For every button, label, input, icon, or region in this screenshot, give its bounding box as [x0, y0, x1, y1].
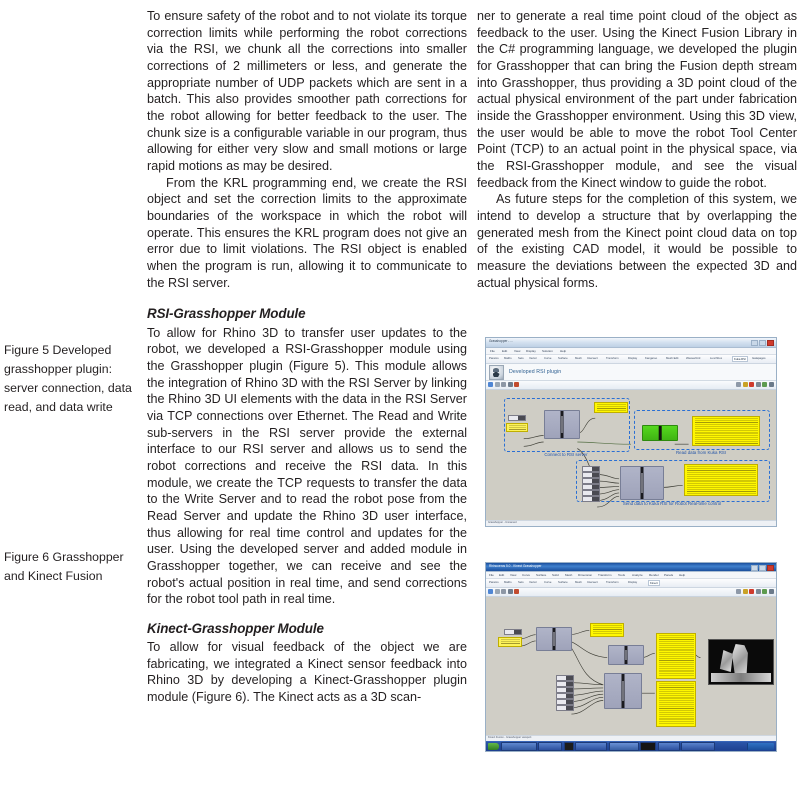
- ribbon-tab-kangaroo[interactable]: Kangaroo: [645, 356, 658, 360]
- component-read-server[interactable]: [642, 425, 678, 441]
- window-controls[interactable]: [751, 565, 774, 571]
- menu-item-view[interactable]: View: [514, 348, 521, 353]
- figure-6-image: [485, 562, 777, 752]
- plugin-icon: [489, 365, 504, 380]
- menu-item-edit[interactable]: Edit: [499, 572, 505, 577]
- ribbon-tab-display[interactable]: Display: [628, 356, 638, 360]
- menu-item-mesh[interactable]: Mesh: [565, 572, 573, 577]
- canvas-toolbar[interactable]: [486, 588, 776, 597]
- heading-kinect-grasshopper-module: Kinect-Grasshopper Module: [147, 620, 324, 636]
- profiler-icon[interactable]: [756, 382, 761, 387]
- status-bar: [486, 520, 776, 526]
- error-icon[interactable]: [749, 382, 754, 387]
- ribbon-tab-sets[interactable]: Sets: [518, 356, 524, 360]
- ribbon-tab-transform[interactable]: Transform: [606, 356, 619, 360]
- profiler-icon[interactable]: [756, 589, 761, 594]
- save-icon[interactable]: [488, 589, 493, 594]
- status-text: Grasshopper - Unnamed: [488, 521, 517, 525]
- maximize-icon[interactable]: [759, 340, 766, 346]
- point-cloud-arm: [717, 650, 733, 672]
- ribbon-tab-intersect[interactable]: Intersect: [587, 580, 598, 584]
- menu-bar[interactable]: [486, 348, 776, 355]
- ribbon-tab-surface[interactable]: Surface: [558, 356, 568, 360]
- paragraph-krl-programming: From the KRL programming end, we create the RSI object and set the correction limits to the approximate boundaries of the workspace in which the robot will operate. This ensures the KRL program does not give an error due to limit violations. The RSI object is enabled when the program is run, allowing it to communicate to the RSI server.: [147, 175, 467, 290]
- warning-icon[interactable]: [743, 382, 748, 387]
- ribbon-tab-mesh-edit[interactable]: Mesh Edit: [666, 356, 679, 360]
- slider-correction-c[interactable]: [582, 496, 600, 502]
- warning-icon[interactable]: [743, 589, 748, 594]
- zoom-icon[interactable]: [508, 382, 513, 387]
- kinect-fusion-depth-view[interactable]: [708, 639, 774, 685]
- window-title-bar: [486, 338, 776, 348]
- maximize-icon[interactable]: [759, 565, 766, 571]
- ribbon-tab-selected-kinect[interactable]: Kinect: [650, 580, 658, 585]
- toolbar-right-group[interactable]: [736, 589, 774, 594]
- heading-rsi-grasshopper-module: RSI-Grasshopper Module: [147, 306, 306, 322]
- taskbar-item-cmd[interactable]: [640, 742, 656, 751]
- panel-read-output[interactable]: [692, 416, 760, 446]
- component-kinect-connect[interactable]: [536, 627, 572, 651]
- solver-icon[interactable]: [762, 382, 767, 387]
- panel-send-output[interactable]: [684, 464, 758, 496]
- close-icon[interactable]: [767, 565, 774, 571]
- error-icon[interactable]: [749, 589, 754, 594]
- menu-item-panels[interactable]: Panels: [664, 572, 674, 577]
- taskbar-item-rhino[interactable]: [538, 742, 562, 751]
- taskbar-item-grasshopper[interactable]: [575, 742, 607, 751]
- menu-item-solution[interactable]: Solution: [542, 348, 553, 353]
- ribbon-tab-vector[interactable]: Vector: [529, 580, 537, 584]
- redo-icon[interactable]: [501, 382, 506, 387]
- window-title-text: Grasshopper - ...: [489, 339, 513, 343]
- ribbon-tab-vector[interactable]: Vector: [529, 356, 537, 360]
- taskbar-item-kinect[interactable]: [609, 742, 639, 751]
- windows-taskbar[interactable]: [486, 741, 776, 751]
- settings-icon[interactable]: [769, 382, 774, 387]
- paragraph-future-steps: As future steps for the completion of this system, we intend to develop a structure that by overlapping the generated mesh from the Kinect point cloud data on top of the existing CAD model, it would be possible to measure the deviations between the expected 3D and actual physical forms.: [477, 192, 797, 290]
- menu-item-dimension[interactable]: Dimension: [578, 572, 593, 577]
- ribbon-tab-maths[interactable]: Maths: [504, 356, 512, 360]
- undo-icon[interactable]: [495, 589, 500, 594]
- ribbon-tab-maths[interactable]: Maths: [504, 580, 512, 584]
- ribbon-tab-galapagos[interactable]: Galapagos: [752, 356, 766, 360]
- paragraph-kinect-fusion-plugin: ner to generate a real time point cloud of the object as feedback to the user. Using the Kinect Fusion Library in the C# programming language, we developed the plugin for Grasshopper that can bring the Fusion depth stream into Grasshopper, thus providing a 3D point cloud of the actual physical environment of the part under fabrication inside the Grasshopper environment. Using this 3D view, the user would be able to move the robot Tool Center Point (TCP) to an actual point in the physical space, via the RSI-Grasshopper module, and see the visual feedback from the Kinect window to guide the robot.: [477, 9, 797, 190]
- bake-icon[interactable]: [514, 382, 519, 387]
- ribbon-tab-curve[interactable]: Curve: [544, 356, 552, 360]
- start-button-icon[interactable]: [488, 743, 499, 750]
- close-icon[interactable]: [767, 340, 774, 346]
- component-rsi-connect[interactable]: [544, 410, 580, 439]
- menu-item-solid[interactable]: Solid: [552, 572, 559, 577]
- ribbon-tab-display[interactable]: Display: [628, 580, 638, 584]
- panel-fusion-output[interactable]: [656, 633, 696, 679]
- menu-item-help[interactable]: Help: [560, 348, 567, 353]
- panel-component-port[interactable]: [506, 423, 528, 432]
- component-write-server[interactable]: [620, 466, 664, 500]
- slider-tcp-c[interactable]: [556, 705, 574, 711]
- figure-6-caption: Figure 6 Grasshopper and Kinect Fusion: [4, 550, 124, 584]
- ribbon-tab-mesh[interactable]: Mesh: [575, 356, 582, 360]
- right-text-column: [477, 8, 797, 291]
- status-text: Kinect Fusion - Grasshopper viewport: [488, 736, 532, 740]
- redo-icon[interactable]: [501, 589, 506, 594]
- menu-item-display[interactable]: Display: [526, 348, 536, 353]
- group-label-send: Send data to Kuka RSI for Robot Real-time control: [622, 501, 722, 506]
- menu-item-edit[interactable]: Edit: [502, 348, 508, 353]
- group-label-read: Read data from Kuka RSI: [675, 450, 727, 455]
- panel-rsi-output[interactable]: [656, 681, 696, 727]
- window-title-bar: [486, 563, 776, 572]
- menu-item-help[interactable]: Help: [679, 572, 686, 577]
- system-tray[interactable]: [747, 743, 774, 750]
- ribbon-tab-surface[interactable]: Surface: [558, 580, 568, 584]
- ribbon-tab-params[interactable]: Params: [489, 580, 499, 584]
- toolbar-left-group[interactable]: [488, 382, 519, 387]
- menu-item-curve[interactable]: Curve: [522, 572, 531, 577]
- menu-bar[interactable]: [486, 572, 776, 579]
- zoom-icon[interactable]: [508, 589, 513, 594]
- settings-icon[interactable]: [769, 589, 774, 594]
- bake-icon[interactable]: [514, 589, 519, 594]
- ribbon-tab-lunchbox[interactable]: Lunchbox: [710, 356, 723, 360]
- save-icon[interactable]: [488, 382, 493, 387]
- figure-5-image: [485, 337, 777, 527]
- toolbar-left-group[interactable]: [488, 589, 519, 594]
- menu-item-view[interactable]: View: [510, 572, 517, 577]
- component-kinect-fusion[interactable]: [608, 645, 644, 665]
- ribbon-tab-mesh[interactable]: Mesh: [575, 580, 582, 584]
- menu-item-render[interactable]: Render: [649, 572, 659, 577]
- menu-item-surface[interactable]: Surface: [536, 572, 547, 577]
- point-cloud-floor: [711, 673, 771, 682]
- slider-component-ip[interactable]: [508, 415, 526, 421]
- preview-icon[interactable]: [736, 589, 741, 594]
- taskbar-item-browser[interactable]: [681, 742, 715, 751]
- menu-item-tools[interactable]: Tools: [618, 572, 626, 577]
- minimize-icon[interactable]: [751, 565, 758, 571]
- plugin-header: [486, 364, 776, 381]
- paragraph-torque-chunking: To ensure safety of the robot and to not violate its torque correction limits while performing the robot corrections via the RSI, we chunk all the corrections into smaller corrections of 2 millimeters or less, and generate the appropriate number of UDP packets which are sent in a batch. This also provides smoother path corrections for the robot allowing for better feedback to the user. The chunk size is a configurable variable in our program, thus allowing for either very slow and small motions or large rapid motions as may be desired.: [147, 9, 467, 174]
- ribbon-tab-sets[interactable]: Sets: [518, 580, 524, 584]
- taskbar-item-explorer[interactable]: [501, 742, 537, 751]
- taskbar-item-studio[interactable]: [658, 742, 680, 751]
- menu-item-file[interactable]: File: [490, 348, 495, 353]
- ribbon-tab-bar[interactable]: [486, 579, 776, 588]
- canvas-toolbar[interactable]: [486, 381, 776, 390]
- window-controls[interactable]: [751, 340, 774, 346]
- menu-item-analyze[interactable]: Analyze: [632, 572, 643, 577]
- rhino-window-kinect: [485, 562, 777, 752]
- grasshopper-window-rsi: [485, 337, 777, 527]
- ribbon-tab-params[interactable]: Params: [489, 356, 499, 360]
- ribbon-tab-bar[interactable]: [486, 355, 776, 364]
- ribbon-tab-selected-kuka-rsi[interactable]: Kuka RSI: [734, 356, 746, 361]
- toolbar-right-group[interactable]: [736, 382, 774, 387]
- minimize-icon[interactable]: [751, 340, 758, 346]
- ribbon-tab-intersect[interactable]: Intersect: [587, 356, 598, 360]
- undo-icon[interactable]: [495, 382, 500, 387]
- grasshopper-canvas[interactable]: [486, 597, 776, 735]
- menu-item-file[interactable]: File: [489, 572, 494, 577]
- ribbon-tab-weaverbird[interactable]: Weaverbird: [686, 356, 701, 360]
- paragraph-kinect-module-body: To allow for visual feedback of the object we are fabricating, we integrated a Kinect sensor feedback into Rhino 3D by developing a Kinect-Grasshopper plugin module (Figure 6). The Kinect acts as a 3D scan-: [147, 640, 467, 705]
- left-text-column: [147, 8, 467, 706]
- component-rsi-write[interactable]: [604, 673, 642, 709]
- ribbon-tab-curve[interactable]: Curve: [544, 580, 552, 584]
- figure-5-caption: Figure 5 Developed grasshopper plugin: server connection, data read, and data write: [4, 343, 132, 415]
- solver-icon[interactable]: [762, 589, 767, 594]
- grasshopper-canvas[interactable]: [486, 390, 776, 520]
- panel-kinect-status[interactable]: [590, 623, 624, 637]
- panel-component-port[interactable]: [498, 637, 522, 647]
- taskbar-item-console[interactable]: [564, 742, 574, 751]
- paragraph-rsi-module-body: To allow for Rhino 3D to transfer user updates to the robot, we developed a RSI-Grasshopper module using the Grasshopper plugin (Figure 5). This module allows the integration of Rhino 3D with the RSI Server by linking the Rhino 3D UI elements with the data in the RSI Server via TCP connections over Ethernet. The Read and Write sub-servers in the RSI server provide the external interface to our RSI server and allows us to send the robot corrections and receive the RSI data. In this module, we create the TCP requests to transfer the data to the Write Server and to read the robot pose from the Read Server and update the Rhino 3D user interface, thus allowing for real time control and updates for the user. Using the developed server and added module in Grasshopper together, we can receive and see the robot's actual position in real time, and send corrections for the robot tool path in real time.: [147, 325, 467, 607]
- preview-icon[interactable]: [736, 382, 741, 387]
- menu-item-transform[interactable]: Transform: [598, 572, 612, 577]
- group-label-connect: Connect to RSI server: [544, 452, 588, 457]
- slider-component-ip[interactable]: [504, 629, 522, 635]
- ribbon-tab-transform[interactable]: Transform: [606, 580, 619, 584]
- window-title-text: Rhinoceros 5.0 - Kinect Grasshopper: [489, 564, 542, 568]
- plugin-name-label: Developed RSI plugin: [509, 369, 562, 375]
- panel-connection-status[interactable]: [594, 402, 628, 413]
